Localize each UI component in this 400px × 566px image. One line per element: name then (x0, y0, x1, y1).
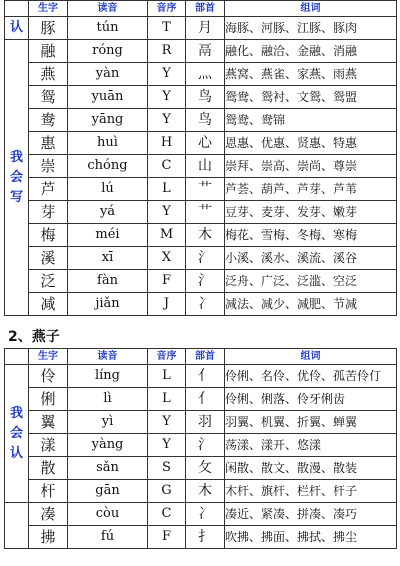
radical-cell: 鬲 (186, 40, 225, 63)
words-cell: 泛舟、广泛、泛滥、空泛 (225, 270, 397, 293)
radical-cell: 氵 (186, 270, 225, 293)
character-cell: 豚 (29, 17, 68, 40)
character-cell: 翼 (29, 411, 68, 434)
index-cell: Y (148, 63, 186, 86)
character-cell: 鸳 (29, 86, 68, 109)
vocab-table-2 (4, 348, 397, 549)
words-cell: 燕窝、燕雀、家燕、雨燕 (225, 63, 397, 86)
table-row (5, 365, 397, 388)
radical-cell: 攵 (186, 457, 225, 480)
character-cell: 泛 (29, 270, 68, 293)
header-pinyin: 读音 (68, 349, 148, 365)
table-row (5, 109, 397, 132)
group-label-char: 认 (9, 20, 23, 35)
index-cell: S (148, 457, 186, 480)
words-cell: 鸳鸯、鸳衬、文鸳、鸳盟 (225, 86, 397, 109)
table-row (5, 247, 397, 270)
pinyin-cell: fàn (68, 270, 148, 293)
index-cell: Y (148, 201, 186, 224)
header-row (5, 349, 397, 365)
words-cell: 恩惠、优惠、贤惠、特惠 (225, 132, 397, 155)
character-cell: 凑 (29, 503, 68, 526)
index-cell: L (148, 365, 186, 388)
index-cell: F (148, 526, 186, 549)
group-label (5, 40, 29, 316)
group-label-char: 会 (9, 169, 23, 185)
index-cell: G (148, 480, 186, 503)
pinyin-cell: jiǎn (68, 293, 148, 316)
table-row (5, 411, 397, 434)
pinyin-cell: róng (68, 40, 148, 63)
character-cell: 散 (29, 457, 68, 480)
radical-cell: 扌 (186, 526, 225, 549)
header-pinyin: 读音 (68, 1, 148, 17)
table-row (5, 526, 397, 549)
character-cell: 鸯 (29, 109, 68, 132)
index-cell: L (148, 388, 186, 411)
header-index: 音序 (148, 1, 186, 17)
character-cell: 融 (29, 40, 68, 63)
table-row (5, 132, 397, 155)
index-cell: H (148, 132, 186, 155)
header-words: 组词 (225, 349, 397, 365)
character-cell: 燕 (29, 63, 68, 86)
character-cell: 漾 (29, 434, 68, 457)
pinyin-cell: yāng (68, 109, 148, 132)
radical-cell: 冫 (186, 293, 225, 316)
section-title: 2、燕子 (8, 329, 60, 345)
table-row (5, 503, 397, 526)
index-cell: C (148, 503, 186, 526)
header-blank (5, 349, 29, 365)
words-cell: 融化、融洽、金融、消融 (225, 40, 397, 63)
table-row (5, 178, 397, 201)
index-cell: T (148, 17, 186, 40)
radical-cell: 羽 (186, 411, 225, 434)
pinyin-cell: còu (68, 503, 148, 526)
header-row (5, 1, 397, 17)
words-cell: 闲散、散文、散漫、散装 (225, 457, 397, 480)
vocab-table-1 (4, 0, 397, 316)
pinyin-cell: yì (68, 411, 148, 434)
words-cell: 豆芽、麦芽、发芽、嫩芽 (225, 201, 397, 224)
table-row (5, 63, 397, 86)
radical-cell: 冫 (186, 503, 225, 526)
table-row (5, 224, 397, 247)
group-label-char: 写 (9, 189, 23, 205)
index-cell: C (148, 155, 186, 178)
character-cell: 梅 (29, 224, 68, 247)
group-label-char: 我 (9, 149, 23, 165)
index-cell: Y (148, 109, 186, 132)
index-cell: Y (148, 86, 186, 109)
table-row (5, 86, 397, 109)
words-cell: 梅花、雪梅、冬梅、寒梅 (225, 224, 397, 247)
pinyin-cell: lú (68, 178, 148, 201)
radical-cell: 氵 (186, 247, 225, 270)
pinyin-cell: líng (68, 365, 148, 388)
table-row (5, 40, 397, 63)
character-cell: 俐 (29, 388, 68, 411)
index-cell: L (148, 178, 186, 201)
radical-cell: 鸟 (186, 86, 225, 109)
pinyin-cell: yàng (68, 434, 148, 457)
words-cell: 减法、减少、减肥、节减 (225, 293, 397, 316)
radical-cell: 山 (186, 155, 225, 178)
words-cell: 木杆、旗杆、栏杆、杆子 (225, 480, 397, 503)
header-radical: 部首 (186, 349, 225, 365)
character-cell: 溪 (29, 247, 68, 270)
index-cell: X (148, 247, 186, 270)
words-cell: 伶俐、俐落、伶牙俐齿 (225, 388, 397, 411)
header-character: 生字 (29, 349, 68, 365)
header-character: 生字 (29, 1, 68, 17)
table-row (5, 457, 397, 480)
pinyin-cell: gān (68, 480, 148, 503)
words-cell: 吹拂、拂面、拂拭、拂尘 (225, 526, 397, 549)
index-cell: R (148, 40, 186, 63)
radical-cell: 艹 (186, 201, 225, 224)
group-label (5, 17, 29, 40)
radical-cell: 亻 (186, 388, 225, 411)
character-cell: 伶 (29, 365, 68, 388)
pinyin-cell: lì (68, 388, 148, 411)
character-cell: 崇 (29, 155, 68, 178)
group-label-char: 认 (9, 445, 23, 461)
table-row (5, 201, 397, 224)
radical-cell: 木 (186, 480, 225, 503)
radical-cell: 氵 (186, 434, 225, 457)
words-cell: 海豚、河豚、江豚、豚肉 (225, 17, 397, 40)
group-label-char: 会 (9, 425, 23, 441)
radical-cell: 鸟 (186, 109, 225, 132)
words-cell: 羽翼、机翼、折翼、蝉翼 (225, 411, 397, 434)
pinyin-cell: fú (68, 526, 148, 549)
words-cell: 芦荟、葫芦、芦芽、芦苇 (225, 178, 397, 201)
words-cell: 小溪、溪水、溪流、溪谷 (225, 247, 397, 270)
pinyin-cell: méi (68, 224, 148, 247)
character-cell: 芦 (29, 178, 68, 201)
radical-cell: 艹 (186, 178, 225, 201)
radical-cell: 月 (186, 17, 225, 40)
pinyin-cell: sǎn (68, 457, 148, 480)
pinyin-cell: chóng (68, 155, 148, 178)
words-cell: 凑近、紧凑、拼凑、凑巧 (225, 503, 397, 526)
index-cell: F (148, 270, 186, 293)
index-cell: J (148, 293, 186, 316)
radical-cell: 灬 (186, 63, 225, 86)
table-row (5, 434, 397, 457)
character-cell: 减 (29, 293, 68, 316)
words-cell: 崇拜、崇高、崇尚、尊崇 (225, 155, 397, 178)
group-label (5, 503, 29, 549)
index-cell: Y (148, 411, 186, 434)
pinyin-cell: huì (68, 132, 148, 155)
radical-cell: 亻 (186, 365, 225, 388)
table-row (5, 17, 397, 40)
words-cell: 鸳鸯、鸯锦 (225, 109, 397, 132)
index-cell: Y (148, 434, 186, 457)
group-label (5, 365, 29, 503)
character-cell: 杆 (29, 480, 68, 503)
table-row (5, 293, 397, 316)
group-label-char: 我 (9, 405, 23, 421)
pinyin-cell: yuān (68, 86, 148, 109)
character-cell: 芽 (29, 201, 68, 224)
radical-cell: 木 (186, 224, 225, 247)
character-cell: 拂 (29, 526, 68, 549)
pinyin-cell: tún (68, 17, 148, 40)
table-row (5, 388, 397, 411)
table-row (5, 480, 397, 503)
pinyin-cell: yá (68, 201, 148, 224)
pinyin-cell: xī (68, 247, 148, 270)
character-cell: 惠 (29, 132, 68, 155)
words-cell: 荡漾、漾开、悠漾 (225, 434, 397, 457)
pinyin-cell: yàn (68, 63, 148, 86)
header-radical: 部首 (186, 1, 225, 17)
words-cell: 伶俐、名伶、优伶、孤苦伶仃 (225, 365, 397, 388)
header-blank (5, 1, 29, 17)
table-row (5, 155, 397, 178)
header-index: 音序 (148, 349, 186, 365)
index-cell: M (148, 224, 186, 247)
header-words: 组词 (225, 1, 397, 17)
table-row (5, 270, 397, 293)
radical-cell: 心 (186, 132, 225, 155)
